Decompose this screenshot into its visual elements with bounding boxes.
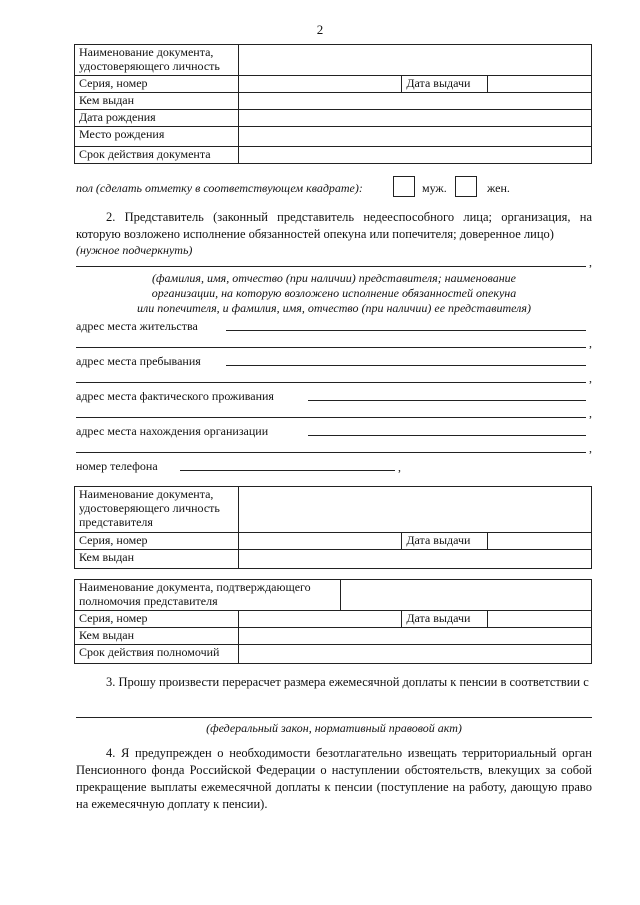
male-label: муж.: [422, 181, 447, 195]
address-actual-line-2[interactable]: [76, 417, 586, 418]
birth-place-field[interactable]: [238, 127, 591, 147]
authority-series-number-field[interactable]: [238, 611, 402, 628]
address-stay-line-2[interactable]: [76, 382, 586, 383]
male-checkbox[interactable]: [393, 176, 415, 197]
representative-caption: [76, 271, 592, 316]
rep-issued-by-label: Кем выдан: [75, 550, 239, 569]
comma: ,: [589, 371, 592, 385]
authority-doc-name-label: Наименование документа, подтверждающего полномочия представителя: [75, 580, 341, 611]
authority-issue-date-label: Дата выдачи: [402, 611, 488, 628]
phone-line[interactable]: [180, 470, 395, 471]
female-checkbox[interactable]: [455, 176, 477, 197]
rep-issue-date-field[interactable]: [488, 533, 592, 550]
address-stay-line[interactable]: [226, 365, 586, 366]
address-residence-line[interactable]: [226, 330, 586, 331]
gender-label: пол (сделать отметку в соответствующем квадрате):: [76, 181, 363, 195]
authority-validity-label: Срок действия полномочий: [75, 645, 239, 664]
comma: ,: [589, 406, 592, 420]
doc-name-label: Наименование документа, удостоверяющего личность: [75, 45, 239, 76]
page-number: 2: [316, 22, 324, 37]
address-org-line[interactable]: [308, 435, 586, 436]
authority-validity-field[interactable]: [238, 645, 591, 664]
authority-document-table: [74, 579, 592, 664]
caption-line: (фамилия, имя, отчество (при наличии) представителя; наименование: [152, 271, 516, 285]
comma: ,: [398, 460, 401, 474]
rep-doc-name-field[interactable]: [238, 487, 591, 533]
address-residence-line-2[interactable]: [76, 347, 586, 348]
caption-line: организации, на которую возложено исполнение обязанностей опекуна: [151, 286, 517, 300]
comma: ,: [589, 255, 592, 269]
rep-series-number-field[interactable]: [238, 533, 402, 550]
section3-text: 3. Прошу произвести перерасчет размера ежемесячной доплаты к пенсии в соответствии с: [106, 675, 589, 689]
issued-by-label: Кем выдан: [75, 93, 239, 110]
legal-act-caption: (федеральный закон, нормативный правовой акт): [206, 721, 462, 735]
rep-issued-by-field[interactable]: [238, 550, 591, 569]
authority-issued-by-field[interactable]: [238, 628, 591, 645]
comma: ,: [589, 441, 592, 455]
section2-text: 2. Представитель (законный представитель недееспособного лица; организация, на которую возложено исполнение обязанностей опекуна или попечителя; доверенное лицо): [76, 210, 592, 241]
authority-doc-name-field[interactable]: [340, 580, 591, 611]
authority-issue-date-field[interactable]: [488, 611, 592, 628]
rep-issue-date-label: Дата выдачи: [402, 533, 488, 550]
caption-line: или попечителя, и фамилия, имя, отчество (при наличии) ее представителя): [137, 301, 531, 315]
representative-document-table: [74, 486, 592, 569]
authority-series-number-label: Серия, номер: [75, 611, 239, 628]
section2-note: (нужное подчеркнуть): [76, 243, 193, 257]
series-number-label: Серия, номер: [75, 76, 239, 93]
birth-place-label: Место рождения: [75, 127, 239, 147]
authority-issued-by-label: Кем выдан: [75, 628, 239, 645]
applicant-document-table: [74, 44, 592, 164]
address-actual-line[interactable]: [308, 400, 586, 401]
legal-act-line[interactable]: [76, 717, 592, 718]
address-org-label: адрес места нахождения организации: [76, 424, 269, 438]
address-actual-label: адрес места фактического проживания: [76, 389, 274, 403]
address-stay-label: адрес места пребывания: [76, 354, 201, 368]
female-label: жен.: [487, 181, 510, 195]
series-number-field[interactable]: [238, 76, 402, 93]
issue-date-field[interactable]: [488, 76, 592, 93]
rep-doc-name-label: Наименование документа, удостоверяющего личность представителя: [75, 487, 239, 533]
representative-name-line[interactable]: [76, 266, 586, 267]
birth-date-field[interactable]: [238, 110, 591, 127]
birth-date-label: Дата рождения: [75, 110, 239, 127]
validity-field[interactable]: [238, 147, 591, 164]
issued-by-field[interactable]: [238, 93, 591, 110]
doc-name-field[interactable]: [238, 45, 591, 76]
phone-label: номер телефона: [76, 459, 158, 473]
address-residence-label: адрес места жительства: [76, 319, 198, 333]
issue-date-label: Дата выдачи: [402, 76, 488, 93]
comma: ,: [589, 336, 592, 350]
address-org-line-2[interactable]: [76, 452, 586, 453]
validity-label: Срок действия документа: [75, 147, 239, 164]
section4-text: 4. Я предупрежден о необходимости безотлагательно извещать территориальный орган Пенсионного фонда Российской Федерации о наступлении обстоятельств, влекущих за собой прекращение выплаты ежемесячной доплаты к пенсии (поступление на работу, дающую право на ежемесячную доплату к пенсии).: [76, 746, 592, 811]
rep-series-number-label: Серия, номер: [75, 533, 239, 550]
